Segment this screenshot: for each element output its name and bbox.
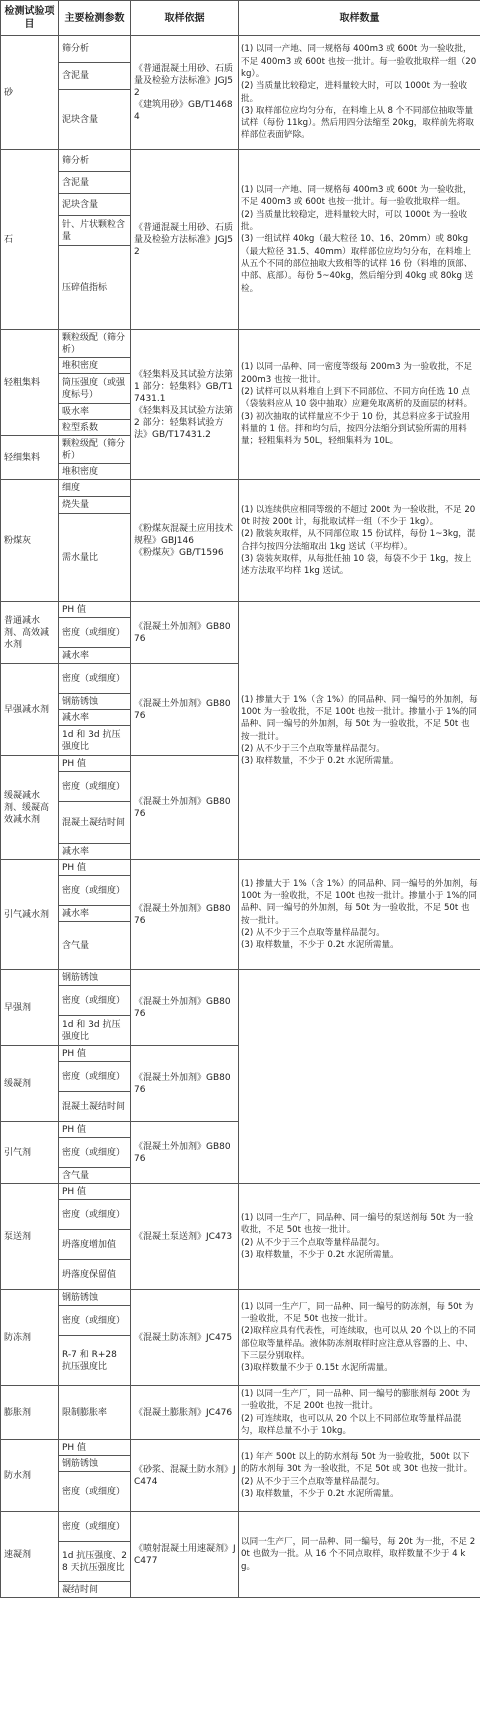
quantity-cell: (1) 以同一生产厂，同一品种、同一编号的膨胀剂每 200t 为一验收批，不足 200t 也按一批计。 (2) 可连续取，也可以从 20 个以上不同部位取等量样品混匀，取样总量不小于 10kg。 bbox=[239, 1386, 480, 1440]
param-cell: 密度（或细度） bbox=[59, 1138, 131, 1168]
basis-cell: 《粉煤灰混凝土应用技术规程》GBJ146 《粉煤灰》GB/T1596 bbox=[131, 480, 239, 602]
param-cell: 凝结时间 bbox=[59, 1582, 131, 1598]
quantity-cell: (1) 以同一品种、同一密度等级每 200m3 为一验收批，不足 200m3 也按一批计。 (2) 试样可以从料堆自上到下不同部位、不同方向任选 10 点（袋装料应从 10 袋中抽取）应避免取离析的及面层的材料。 (3) 初次抽取的试样量应不少于 10 份，其总料应多于试验用料量的 1 倍。拌和均匀后，按四分法缩分到试验所需的用料量；轻粗集料为 50L，轻细集料为 10L。 bbox=[239, 330, 480, 480]
table-row bbox=[1, 1386, 480, 1440]
param-cell: 需水量比 bbox=[59, 514, 131, 602]
quantity-cell: (1) 掺量大于 1%（含 1%）的同品种、同一编号的外加剂，每 100t 为一验收批，不足 100t 也按一批计。掺量小于 1%的同品种、同一编号的外加剂，每 50t 为一验收批，不足 50t 也按一批计。 (2) 从不少于三个点取等量样品混匀。 (3) 取样数量，不少于 0.2t 水泥所需量。 bbox=[239, 860, 480, 970]
param-cell: 钢筋锈蚀 bbox=[59, 1290, 131, 1306]
header-row bbox=[1, 1, 480, 36]
item-cell: 早强剂 bbox=[1, 970, 59, 1046]
table-row bbox=[1, 36, 480, 63]
param-cell: 1d 和 3d 抗压强度比 bbox=[59, 1016, 131, 1046]
basis-cell: 《混凝土膨胀剂》JC476 bbox=[131, 1386, 239, 1440]
quantity-cell: (1) 以同一生产厂，同品种、同一编号的泵送剂每 50t 为一验收批，不足 50t 也按一批计。 (2) 从不少于三个点取等量样品混匀。 (3) 取样数量，不少于 0.2t 水泥所需量。 bbox=[239, 1184, 480, 1290]
param-cell: PH 值 bbox=[59, 1440, 131, 1456]
param-cell: 混凝土凝结时间 bbox=[59, 1092, 131, 1122]
basis-cell: 《混凝土外加剂》GB8076 bbox=[131, 1122, 239, 1184]
param-cell: 限制膨胀率 bbox=[59, 1386, 131, 1440]
basis-cell: 《轻集料及其试验方法第 1 部分：轻集料》GB/T17431.1 《轻集料及其试验方法第 2 部分：轻集料试验方法》GB/T17431.2 bbox=[131, 330, 239, 480]
param-cell: 压碎值指标 bbox=[59, 246, 131, 330]
header-item: 检测试验项目 bbox=[1, 1, 59, 36]
item-cell: 石 bbox=[1, 150, 59, 330]
basis-cell: 《混凝土外加剂》GB8076 bbox=[131, 602, 239, 664]
item-cell: 泵送剂 bbox=[1, 1184, 59, 1290]
param-cell: PH 值 bbox=[59, 602, 131, 618]
basis-cell: 《混凝土外加剂》GB8076 bbox=[131, 664, 239, 756]
param-cell: PH 值 bbox=[59, 1122, 131, 1138]
quantity-cell-empty bbox=[239, 970, 480, 1184]
item-cell: 普通减水剂、高效减水剂 bbox=[1, 602, 59, 664]
quantity-cell: (1) 年产 500t 以上的防水剂每 50t 为一验收批，500t 以下的防水剂每 30t 为一验收批，不足 50t 或 30t 也按一批计。 (2) 从不少于三个点取等量样品混匀。 (3) 取样数量，不少于 0.2t 水泥所需量。 bbox=[239, 1440, 480, 1512]
table-row bbox=[1, 1184, 480, 1200]
param-cell: 钢筋锈蚀 bbox=[59, 970, 131, 986]
param-cell: 密度（或细度） bbox=[59, 1306, 131, 1336]
quantity-cell: (1) 以同一产地、同一规格每 400m3 或 600t 为一验收批，不足 400m3 或 600t 也按一批计。每一验收批取样一组。 (2) 当质量比较稳定，进料量较大时，可以 1000t 为一验收批。 (3) 一组试样 40kg（最大粒径 10、16、20mm）或 80kg（最大粒径 31.5、40mm）取样部位应均匀分布，在料堆上从五个不同的部位抽取大致相等的试样 16 份（料堆的顶部、中部、底部）。每份 5~40kg，然后缩分到 40kg 或 80kg 送检。 bbox=[239, 150, 480, 330]
table-row bbox=[1, 970, 480, 986]
item-cell: 缓凝剂 bbox=[1, 1046, 59, 1122]
quantity-cell: (1) 以连续供应相同等级的不超过 200t 为一验收批，不足 200t 时按 200t 计，每批取试样一组（不少于 1kg）。 (2) 散装灰取样，从不同部位取 15 份试样，每份 1~3kg，混合拌匀按四分法缩取出 1kg 送试（平均样）。 (3) 袋装灰取样，从每批任抽 10 袋，每袋不少于 1kg，按上述方法取平均样 1kg 送试。 bbox=[239, 480, 480, 602]
header-quantity: 取样数量 bbox=[239, 1, 480, 36]
param-cell: 减水率 bbox=[59, 844, 131, 860]
item-cell: 砂 bbox=[1, 36, 59, 150]
param-cell: 密度（或细度） bbox=[59, 1472, 131, 1512]
basis-cell: 《混凝土外加剂》GB8076 bbox=[131, 756, 239, 860]
header-params: 主要检测参数 bbox=[59, 1, 131, 36]
item-cell: 粉煤灰 bbox=[1, 480, 59, 602]
param-cell: 堆积密度 bbox=[59, 464, 131, 480]
param-cell: 密度（或细度） bbox=[59, 772, 131, 802]
param-cell: 密度（或细度） bbox=[59, 986, 131, 1016]
basis-cell: 《喷射混凝土用速凝剂》JC477 bbox=[131, 1512, 239, 1598]
item-cell: 引气剂 bbox=[1, 1122, 59, 1184]
param-cell: 筛分析 bbox=[59, 150, 131, 172]
table-row bbox=[1, 330, 480, 358]
param-cell: 泥块含量 bbox=[59, 90, 131, 150]
param-cell: 泥块含量 bbox=[59, 194, 131, 216]
param-cell: 密度（或细度） bbox=[59, 664, 131, 694]
table-row bbox=[1, 150, 480, 172]
basis-cell: 《混凝土泵送剂》JC473 bbox=[131, 1184, 239, 1290]
param-cell: 堆积密度 bbox=[59, 358, 131, 374]
param-cell: 含气量 bbox=[59, 922, 131, 970]
param-cell: 针、片状颗粒含量 bbox=[59, 216, 131, 246]
param-cell: R-7 和 R+28 抗压强度比 bbox=[59, 1336, 131, 1386]
param-cell: 含泥量 bbox=[59, 63, 131, 90]
param-cell: 1d 抗压强度、28 天抗压强度比 bbox=[59, 1542, 131, 1582]
quantity-cell: (1) 以同一产地、同一规格每 400m3 或 600t 为一验收批，不足 400m3 或 600t 也按一批计。每一验收批取样一组（20kg）。 (2) 当质量比较稳定，进料量较大时，可以 1000t 为一验收批。 (3) 取样部位应均匀分布，在料堆上从 8 个不同部位抽取等量试样（每份 11kg）。然后用四分法缩至 20kg，取样前先将取样部位表面铲除。 bbox=[239, 36, 480, 150]
table-row bbox=[1, 602, 480, 618]
param-cell: PH 值 bbox=[59, 1046, 131, 1062]
item-cell: 速凝剂 bbox=[1, 1512, 59, 1598]
param-cell: 筛分析 bbox=[59, 36, 131, 63]
table-row bbox=[1, 860, 480, 876]
table-row bbox=[1, 480, 480, 497]
param-cell: 钢筋锈蚀 bbox=[59, 694, 131, 710]
param-cell: 密度（或细度） bbox=[59, 618, 131, 648]
basis-cell: 《混凝土外加剂》GB8076 bbox=[131, 1046, 239, 1122]
table-row bbox=[1, 1440, 480, 1456]
item-cell: 轻粗集料 bbox=[1, 330, 59, 436]
param-cell: 减水率 bbox=[59, 710, 131, 726]
param-cell: 含泥量 bbox=[59, 172, 131, 194]
param-cell: 减水率 bbox=[59, 648, 131, 664]
param-cell: 减水率 bbox=[59, 906, 131, 922]
param-cell: 吸水率 bbox=[59, 404, 131, 420]
item-cell: 防冻剂 bbox=[1, 1290, 59, 1386]
quantity-cell: 以同一生产厂，同一品种、同一编号，每 20t 为一批，不足 20t 也做为一批。从 16 个不同点取样，取样数量不少于 4 kg。 bbox=[239, 1512, 480, 1598]
param-cell: 坍落度增加值 bbox=[59, 1230, 131, 1260]
param-cell: 烧失量 bbox=[59, 497, 131, 514]
param-cell: 坍落度保留值 bbox=[59, 1260, 131, 1290]
item-cell: 防水剂 bbox=[1, 1440, 59, 1512]
item-cell: 引气减水剂 bbox=[1, 860, 59, 970]
basis-cell: 《普通混凝土用砂、石质量及检验方法标准》JGJ52 《建筑用砂》GB/T14684 bbox=[131, 36, 239, 150]
item-cell: 缓凝减水剂、缓凝高效减水剂 bbox=[1, 756, 59, 860]
param-cell: PH 值 bbox=[59, 1184, 131, 1200]
item-cell: 膨胀剂 bbox=[1, 1386, 59, 1440]
quantity-cell: (1) 掺量大于 1%（含 1%）的同品种、同一编号的外加剂，每 100t 为一验收批，不足 100t 也按一批计。掺量小于 1%的同品种、同一编号的外加剂，每 50t 为一验收批，不足 50t 也按一批计。 (2) 从不少于三个点取等量样品混匀。 (3) 取样数量，不少于 0.2t 水泥所需量。 bbox=[239, 602, 480, 860]
basis-cell: 《混凝土防冻剂》JC475 bbox=[131, 1290, 239, 1386]
param-cell: 密度（或细度） bbox=[59, 1512, 131, 1542]
param-cell: PH 值 bbox=[59, 860, 131, 876]
param-cell: 密度（或细度） bbox=[59, 876, 131, 906]
item-cell: 早强减水剂 bbox=[1, 664, 59, 756]
param-cell: 密度（或细度） bbox=[59, 1200, 131, 1230]
basis-cell: 《混凝土外加剂》GB8076 bbox=[131, 860, 239, 970]
table-row bbox=[1, 1512, 480, 1542]
param-cell: PH 值 bbox=[59, 756, 131, 772]
param-cell: 细度 bbox=[59, 480, 131, 497]
basis-cell: 《普通混凝土用砂、石质量及检验方法标准》JGJ52 bbox=[131, 150, 239, 330]
param-cell: 密度（或细度） bbox=[59, 1062, 131, 1092]
basis-cell: 《混凝土外加剂》GB8076 bbox=[131, 970, 239, 1046]
param-cell: 1d 和 3d 抗压强度比 bbox=[59, 726, 131, 756]
param-cell: 钢筋锈蚀 bbox=[59, 1456, 131, 1472]
param-cell: 粒型系数 bbox=[59, 420, 131, 436]
param-cell: 筒压强度（或强度标号） bbox=[59, 374, 131, 404]
table-row bbox=[1, 1290, 480, 1306]
param-cell: 含气量 bbox=[59, 1168, 131, 1184]
param-cell: 颗粒级配（筛分析） bbox=[59, 330, 131, 358]
param-cell: 混凝土凝结时间 bbox=[59, 802, 131, 844]
param-cell: 颗粒级配（筛分析） bbox=[59, 436, 131, 464]
basis-cell: 《砂浆、混凝土防水剂》JC474 bbox=[131, 1440, 239, 1512]
quantity-cell: (1) 以同一生产厂，同一品种、同一编号的防冻剂，每 50t 为一验收批，不足 50t 也按一批计。 (2)取样应具有代表性，可连续取，也可以从 20 个以上的不同部位取等量样品。液体防冻剂取样时应注意从容器的上、中、下三层分别取样。 (3)取样数量不少于 0.15t 水泥所需量。 bbox=[239, 1290, 480, 1386]
item-cell: 轻细集料 bbox=[1, 436, 59, 480]
header-basis: 取样依据 bbox=[131, 1, 239, 36]
